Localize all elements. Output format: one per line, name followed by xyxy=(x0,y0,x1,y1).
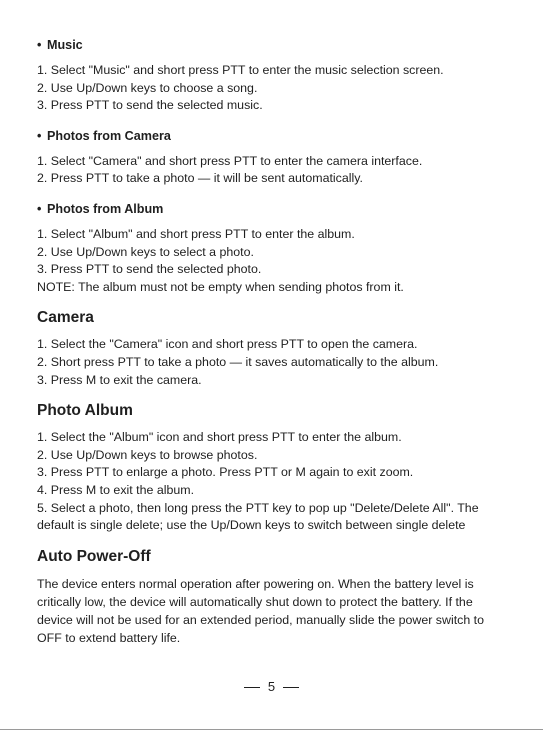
page-number: 5 xyxy=(267,679,276,694)
photos-from-album-heading: • Photos from Album xyxy=(37,201,164,216)
camera-step-1: 1. Select the "Camera" icon and short press PTT to open the camera. xyxy=(37,337,418,352)
manual-page xyxy=(37,36,507,648)
photo-album-step-2: 2. Use Up/Down keys to browse photos. xyxy=(37,447,258,462)
photo-album-step-1: 1. Select the "Album" icon and short press PTT to enter the album. xyxy=(37,430,402,445)
photos-album-step-2: 2. Use Up/Down keys to select a photo. xyxy=(37,244,254,259)
bottom-divider xyxy=(0,729,543,730)
bullet-dot: • xyxy=(37,201,42,216)
footer-dash-right xyxy=(283,687,299,688)
bullet-dot: • xyxy=(37,38,42,52)
photos-album-step-3: 3. Press PTT to send the selected photo. xyxy=(37,262,262,277)
auto-power-off-section-title: Auto Power-Off xyxy=(37,547,151,565)
camera-step-3: 3. Press M to exit the camera. xyxy=(37,372,202,387)
photos-camera-step-2: 2. Press PTT to take a photo — it will be sent automatically. xyxy=(37,171,363,186)
music-heading: • Music xyxy=(37,38,83,52)
photo-album-step-3: 3. Press PTT to enlarge a photo. Press PTT or M again to exit zoom. xyxy=(37,465,414,480)
music-step-1: 1. Select "Music" and short press PTT to enter the music selection screen. xyxy=(37,63,444,77)
page-footer xyxy=(0,678,543,696)
photo-album-step-4: 4. Press M to exit the album. xyxy=(37,482,195,497)
camera-step-2: 2. Short press PTT to take a photo — it saves automatically to the album. xyxy=(37,354,439,369)
photos-album-step-1: 1. Select "Album" and short press PTT to enter the album. xyxy=(37,226,355,241)
photo-album-step-5: 5. Select a photo, then long press the PTT key to pop up "Delete/Delete All". The default is single delete; use the Up/Down keys to switch between single delete xyxy=(37,500,479,533)
photos-album-note: NOTE: The album must not be empty when sending photos from it. xyxy=(37,279,404,294)
photos-from-camera-heading: • Photos from Camera xyxy=(37,128,171,143)
auto-power-off-paragraph: The device enters normal operation after powering on. When the battery level is critically low, the device will automatically shut down to protect the battery. If the device will not be used for an extended period, manually slide the power switch to OFF to extend battery life. xyxy=(37,576,485,646)
bullet-dot: • xyxy=(37,128,42,143)
camera-section-title: Camera xyxy=(37,309,94,327)
footer-dash-left xyxy=(244,687,260,688)
music-step-2: 2. Use Up/Down keys to choose a song. xyxy=(37,80,258,95)
music-step-3: 3. Press PTT to send the selected music. xyxy=(37,98,263,113)
photos-camera-step-1: 1. Select "Camera" and short press PTT to enter the camera interface. xyxy=(37,153,423,168)
photo-album-section-title: Photo Album xyxy=(37,402,133,420)
